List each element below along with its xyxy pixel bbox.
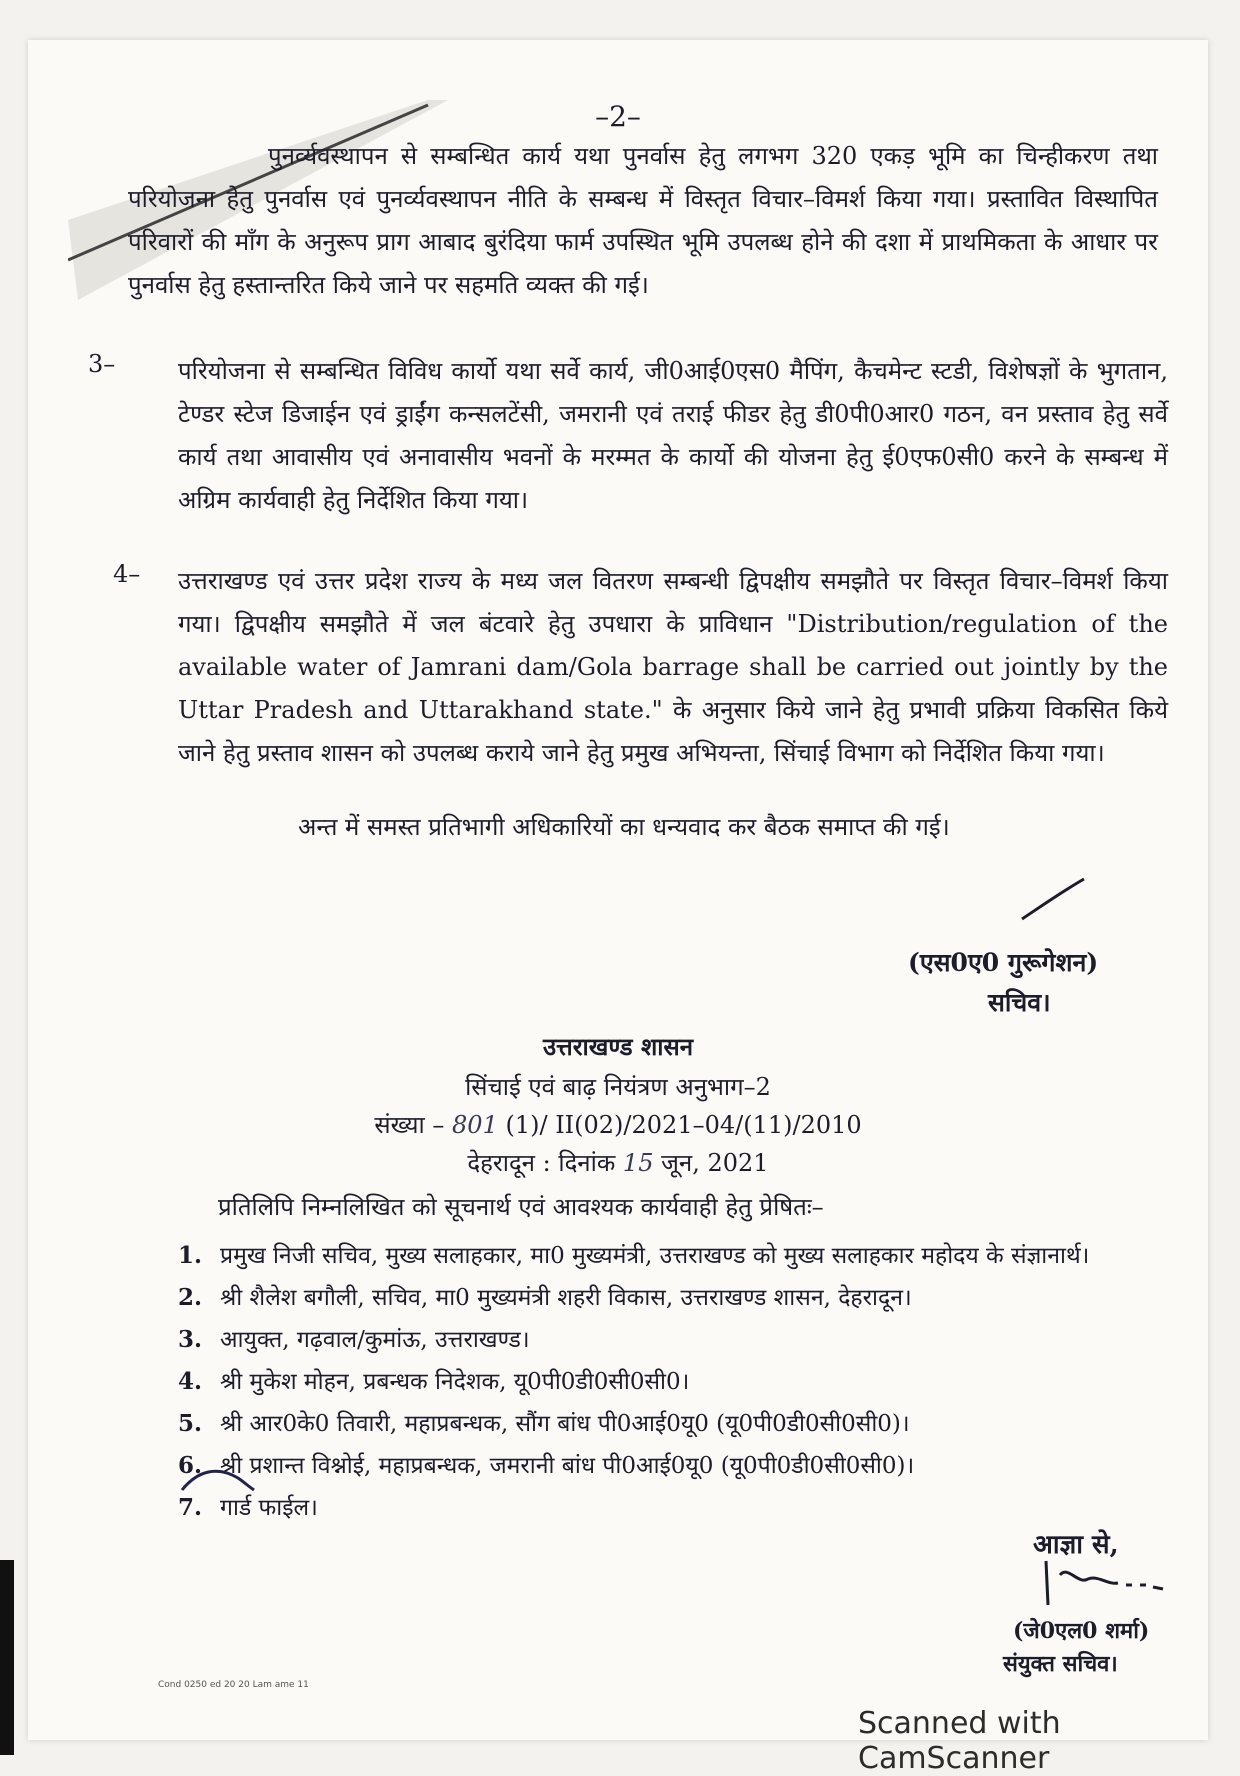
list-item: 3. आयुक्त, गढ़वाल/कुमांऊ, उत्तराखण्ड। [178,1326,530,1353]
footer-print-mark: Cond 0250 ed 20 20 Lam ame 11 [158,1680,309,1690]
signatory-name: (एस0ए0 गुरूगेशन) [908,948,1099,977]
office-section: सिंचाई एवं बाढ़ नियंत्रण अनुभाग–2 [465,1073,771,1101]
memo-intro: प्रतिलिपि निम्नलिखित को सूचनार्थ एवं आवश्यक कार्यवाही हेतु प्रेषितः– [218,1193,824,1221]
list-item: 4. श्री मुकेश मोहन, प्रबन्धक निदेशक, यू0पी0डी0सी0सी0। [178,1368,690,1395]
item-4-text: उत्तराखण्ड एवं उत्तर प्रदेश राज्य के मध्य जल वितरण सम्बन्धी द्विपक्षीय समझौते पर विस्तृत विचार–विमर्श किया गया। द्विपक्षीय समझौते में जल बंटवारे हेतु उपधारा के प्राविधान "Distribution/regulation of the available water of Jamrani dam/Gola barrage shall be carried out jointly by the Uttar Pradesh and Uttarakhand state." के अनुसार किये जाने हेतु प्रभावी प्रक्रिया विकसित किये जाने हेतु प्रस्ताव शासन को उपलब्ध कराये जाने हेतु प्रमुख अभियन्ता, सिंचाई विभाग को निर्देशित किया गया। [178,567,1168,767]
list-item: 1. प्रमुख निजी सचिव, मुख्य सलाहकार, मा0 मुख्यमंत्री, उत्तराखण्ड को मुख्य सलाहकार महोदय के संज्ञानार्थ। [178,1242,1090,1269]
item-3-number: 3– [88,350,116,378]
list-item: 2. श्री शैलेश बगौली, सचिव, मा0 मुख्यमंत्री शहरी विकास, उत्तराखण्ड शासन, देहरादून। [178,1284,912,1311]
camscanner-watermark: Scanned with CamScanner [858,1706,1061,1776]
authority-signature [1038,1555,1168,1615]
authority-name: (जे0एल0 शर्मा) [1013,1618,1150,1644]
scan-edge-bar [0,1560,14,1755]
item-3-text: परियोजना से सम्बन्धित विविध कार्यो यथा सर्वे कार्य, जी0आई0एस0 मैपिंग, कैचमेन्ट स्टडी, विशेषज्ञों के भुगतान, टेण्डर स्टेज डिजाईन एवं ड्राईंग कन्सलटेंसी, जमरानी एवं तराई फीडर हेतु डी0पी0आर0 गठन, वन प्रस्ताव हेतु सर्वे कार्य तथा आवासीय एवं अनावासीय भवनों के मरम्मत के कार्यो की योजना हेतु ई0एफ0सी0 करने के सम्बन्ध में अग्रिम कार्यवाही हेतु निर्देशित किया गया। [178,357,1168,514]
authority-designation: संयुक्त सचिव। [1003,1651,1118,1677]
letter-date-prefix: देहरादून : दिनांक [467,1149,616,1177]
letter-date [28,1146,1208,1179]
office-name: उत्तराखण्ड शासन [542,1032,694,1061]
signatory-designation: सचिव। [988,988,1051,1017]
authority-stamp: आज्ञा से, [1033,1530,1119,1560]
paragraph-rehabilitation: पुनर्व्यवस्थापन से सम्बन्धित कार्य यथा पुनर्वास हेतु लगभग 320 एकड़ भूमि का चिन्हीकरण तथा परियोजना हेतु पुनर्वास एवं पुनर्व्यवस्थापन नीति के सम्बन्ध में विस्तृत विचार–विमर्श किया गया। प्रस्तावित विस्थापित परिवारों की माँग के अनुरूप प्राग आबाद बुरंदिया फार्म उपस्थित भूमि उपलब्ध होने की दशा में प्राथमिकता के आधार पर पुनर्वास हेतु हस्तान्तरित किये जाने पर सहमति व्यक्त की गई। [128,142,1158,299]
document-page [28,40,1208,1740]
list-item: 6. श्री प्रशान्त विश्नोई, महाप्रबन्धक, जमरानी बांध पी0आई0यू0 (यू0पी0डी0सी0सी0)। [178,1452,915,1479]
list-item: 5. श्री आर0के0 तिवारी, महाप्रबन्धक, सौंग बांध पी0आई0यू0 (यू0पी0डी0सी0सी0)। [178,1410,910,1437]
letter-number [28,1108,1208,1141]
letter-number-handwritten: 801 [452,1111,498,1139]
list-item: 7. गार्ड फाईल। [178,1494,318,1521]
handwritten-mark-icon [178,1460,258,1500]
letter-number-prefix: संख्या – [374,1111,445,1139]
signature-stroke [1018,875,1088,925]
recipient-list [178,1235,1218,1529]
item-4-number: 4– [113,560,141,588]
letter-date-handwritten: 15 [622,1149,654,1177]
letter-date-rest: जून, 2021 [661,1149,769,1177]
letter-number-rest: (1)/ II(02)/2021–04/(11)/2010 [505,1111,862,1139]
closing-line: अन्त में समस्त प्रतिभागी अधिकारियों का धन्यवाद कर बैठक समाप्त की गई। [298,813,950,841]
page-number: –2– [595,100,641,133]
